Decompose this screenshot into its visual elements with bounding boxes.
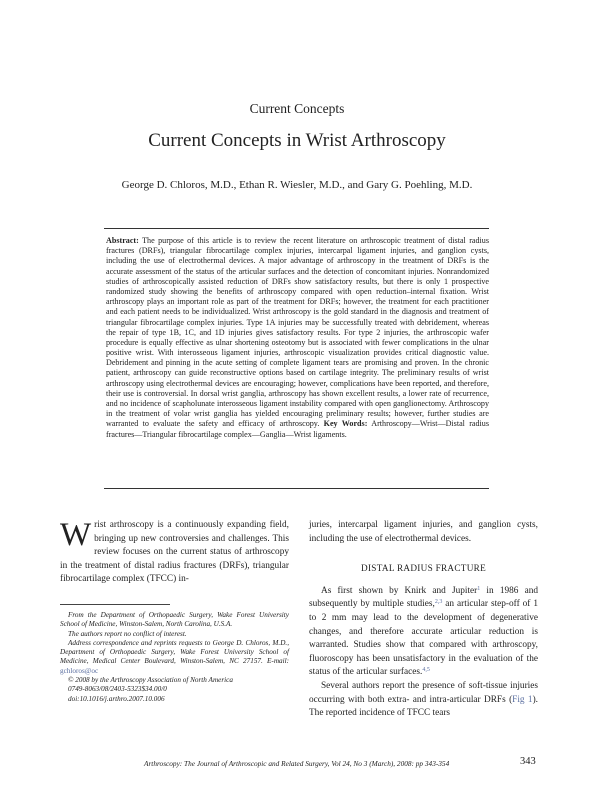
keywords-text: Arthroscopy—Wrist—Distal radius fractures—Triangular fibrocartilage complex—Ganglia—Wrist ligaments.	[106, 419, 489, 439]
reference-link[interactable]: 1	[477, 585, 481, 592]
drop-cap: W	[60, 517, 92, 553]
intro-continuation: juries, intercarpal ligament injuries, and ganglion cysts, including the use of electrothermal devices.	[309, 520, 538, 544]
conflict-note: The authors report no conflict of interest.	[68, 629, 187, 638]
intro-paragraph	[60, 519, 289, 587]
reference-link[interactable]: 2,3	[434, 599, 443, 606]
keywords-label: Key Words:	[323, 419, 368, 429]
copyright-note: © 2008 by the Arthroscopy Association of North America	[68, 676, 233, 685]
address-note: Address correspondence and reprints requests to George D. Chloros, M.D., Department of Orthopaedic Surgery, Wake Forest University School of Medicine, Medical Center Boulevard, Winston-Salem, NC 27157. E-mail: gchloros@oc	[60, 638, 289, 675]
footnotes	[60, 611, 289, 704]
abstract-bottom-rule	[104, 488, 489, 489]
section-label: Current Concepts	[249, 101, 345, 116]
doi-note: doi:10.1016/j.arthro.2007.10.006	[68, 694, 165, 703]
email-link[interactable]: gchloros@oc	[60, 666, 99, 675]
abstract-block	[106, 236, 489, 440]
body-paragraph-2: Several authors report the presence of soft-tissue injuries occurring with both extra- and intra-articular DRFs (Fig 1). The reported incidence of TFCC tears	[309, 680, 538, 719]
author-list: George D. Chloros, M.D., Ethan R. Wiesler, M.D., and Gary G. Poehling, M.D.	[121, 179, 473, 191]
reference-link[interactable]: 4,5	[422, 667, 430, 674]
intro-text: rist arthroscopy is a continuously expanding field, bringing up new controversies and challenges. This review focuses on the current status of arthroscopy in the treatment of distal radius fractures (DRFs), triangular fibrocartilage complex (TFCC) in-	[60, 520, 289, 585]
body-paragraph-1: As first shown by Knirk and Jupiter$^1$ in 1986 and subsequently by multiple studies,$^{2,3}$ an articular step-off of 1 to 2 mm may lead to the development of degenerative changes, and therefore accurate articular reduction is warranted. Studies show that compared with arthroscopy, fluoroscopy has been unsatisfactory in the evaluation of the status of the articular surfaces.$^{4,5}$	[309, 585, 538, 678]
issn-note: 0749-8063/08/2403-5323$34.00/0	[68, 685, 167, 694]
abstract-label: Abstract:	[106, 236, 139, 245]
right-column	[309, 519, 538, 721]
footnote-rule	[60, 604, 170, 605]
article-title: Current Concepts in Wrist Arthroscopy	[148, 130, 446, 151]
section-heading: DISTAL RADIUS FRACTURE	[361, 563, 486, 574]
left-column	[60, 519, 289, 587]
page-number: 343	[520, 756, 536, 767]
affiliation-note: From the Department of Orthopaedic Surgery, Wake Forest University School of Medicine, Winston-Salem, North Carolina, U.S.A.	[60, 611, 289, 629]
running-footer: Arthroscopy: The Journal of Arthroscopic and Related Surgery, Vol 24, No 3 (March), 2008: pp 343-354	[144, 759, 450, 768]
figure-link[interactable]: Fig 1	[512, 694, 533, 705]
abstract-text: The purpose of this article is to review the recent literature on arthroscopic treatment of distal radius fractures (DRFs), triangular fibrocartilage complex injuries, intercarpal ligament injuries, and ganglion cysts, including the use of electrothermal devices. A major advantage of arthroscopy in the treatment of DRFs is the accurate assessment of the status of the articular surfaces and the detection of concomitant injuries. Nonrandomized studies of arthroscopically assisted reduction of DRFs show satisfactory results, but there is only 1 prospective randomized study showing the benefits of arthroscopy compared with open reduction–internal fixation. Wrist arthroscopy plays an important role as part of the treatment for DRFs; however, the treatment for each practitioner and each patient needs to be individualized. Wrist arthroscopy is the gold standard in the diagnosis and treatment of triangular fibrocartilage complex injuries. Type 1A injuries may be successfully treated with debridement, whereas the repair of type 1B, 1C, and 1D injuries gives satisfactory results. For type 2 injuries, the arthroscopic wafer procedure is equally effective as ulnar shortening osteotomy but is associated with fewer complications in the ulnar positive wrist. With interosseous ligament injuries, arthroscopic visualization provides critical diagnostic value. Debridement and pinning in the acute setting of complete ligament tears are promising and proven. In the chronic patient, arthroscopy can guide reconstructive options based on cartilage integrity. The preliminary results of wrist arthroscopy using electrothermal devices are encouraging; however, complications have been reported, and therefore, their use is controversial. In dorsal wrist ganglia, arthroscopy has shown excellent results, a lower rate of recurrence, and no incidence of scapholunate interosseous ligament instability compared with open ganglionectomy. Arthroscopy in the treatment of volar wrist ganglia has yielded encouraging preliminary results; however, further studies are warranted to evaluate the safety and efficacy of arthroscopy.	[106, 236, 489, 429]
abstract-top-rule	[104, 228, 489, 229]
